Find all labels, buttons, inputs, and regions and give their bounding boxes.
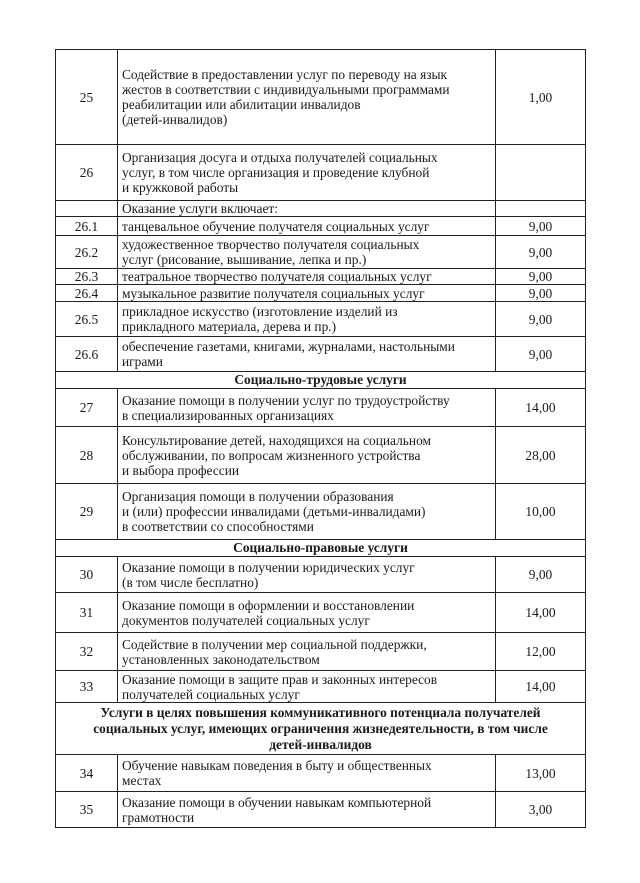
- service-name: [118, 302, 496, 337]
- services-table-body: [56, 50, 586, 828]
- service-name-line: Оказание помощи в обучении навыкам компьютерной: [122, 794, 432, 810]
- section-title: [56, 703, 586, 755]
- row-number: 27: [56, 389, 118, 427]
- service-name-line: Оказание услуги включает:: [122, 201, 278, 216]
- service-name-line: театральное творчество получателя социальных услуг: [122, 269, 432, 284]
- service-name-line: и кружковой работы: [122, 180, 239, 195]
- service-name-line: жестов в соответствии с индивидуальными программами: [122, 82, 450, 97]
- service-name-line: Оказание помощи в оформлении и восстановлении: [122, 597, 415, 613]
- table-row: [56, 236, 586, 269]
- service-value: [496, 201, 586, 217]
- section-title: [56, 540, 586, 557]
- service-name-line: Содействие в предоставлении услуг по переводу на язык: [122, 67, 448, 82]
- service-name-line: и выбора профессии: [122, 462, 240, 478]
- service-value: 9,00: [496, 269, 586, 285]
- service-name-line: и (или) профессии инвалидами (детьми-инвалидами): [122, 504, 426, 519]
- services-table: [55, 49, 586, 828]
- service-value: 9,00: [496, 302, 586, 337]
- section-header-row: [56, 703, 586, 755]
- service-name-line: реабилитации или абилитации инвалидов: [122, 97, 361, 112]
- service-value: 9,00: [496, 236, 586, 269]
- service-value: 9,00: [496, 337, 586, 372]
- table-row: [56, 633, 586, 671]
- service-name-line: прикладное искусство (изготовление изделий из: [122, 304, 398, 319]
- section-title-line: социальных услуг, имеющих ограничения жизнедеятельности, в том числе: [93, 720, 548, 736]
- row-number: 35: [56, 792, 118, 828]
- service-value: 9,00: [496, 285, 586, 302]
- table-row: [56, 484, 586, 540]
- service-name: [118, 50, 496, 145]
- service-name: [118, 236, 496, 269]
- table-row: [56, 201, 586, 217]
- section-title: [56, 372, 586, 389]
- service-name-line: в специализированных организациях: [122, 407, 334, 423]
- service-name-line: художественное творчество получателя социальных: [122, 237, 420, 252]
- service-name-line: (детей-инвалидов): [122, 112, 228, 127]
- service-name-line: танцевальное обучение получателя социальных услуг: [122, 218, 430, 234]
- service-value: 14,00: [496, 389, 586, 427]
- service-name-line: Организация досуга и отдыха получателей социальных: [122, 150, 438, 165]
- section-title-line: Услуги в целях повышения коммуникативного потенциала получателей: [100, 704, 541, 720]
- table-row: [56, 427, 586, 484]
- table-row: [56, 145, 586, 201]
- table-row: [56, 557, 586, 593]
- service-name: [118, 557, 496, 593]
- service-name-line: Оказание помощи в получении юридических услуг: [122, 559, 415, 575]
- row-number: 26.6: [56, 337, 118, 372]
- service-name-line: Организация помощи в получении образования: [122, 489, 394, 504]
- service-name: [118, 201, 496, 217]
- service-name: [118, 337, 496, 372]
- table-row: [56, 50, 586, 145]
- service-name-line: Оказание помощи в получении услуг по трудоустройству: [122, 392, 450, 408]
- row-number: 26: [56, 145, 118, 201]
- row-number: 26.2: [56, 236, 118, 269]
- service-name-line: Оказание помощи в защите прав и законных интересов: [122, 671, 438, 687]
- row-number: 30: [56, 557, 118, 593]
- table-row: [56, 671, 586, 703]
- section-header-row: [56, 540, 586, 557]
- table-row: [56, 389, 586, 427]
- row-number: 26.5: [56, 302, 118, 337]
- service-name-line: Содействие в получении мер социальной поддержки,: [122, 636, 427, 652]
- service-name-line: документов получателей социальных услуг: [122, 612, 370, 628]
- section-header-row: [56, 372, 586, 389]
- row-number: 26.4: [56, 285, 118, 302]
- service-name-line: играми: [122, 354, 163, 369]
- service-value: 1,00: [496, 50, 586, 145]
- row-number: 31: [56, 593, 118, 633]
- service-value: 28,00: [496, 427, 586, 484]
- service-value: 9,00: [496, 557, 586, 593]
- service-name: [118, 484, 496, 540]
- service-name-line: Обучение навыкам поведения в быту и общественных: [122, 758, 432, 773]
- table-row: [56, 285, 586, 302]
- row-number: 29: [56, 484, 118, 540]
- row-number: 32: [56, 633, 118, 671]
- service-name-line: услуг, в том числе организация и проведение клубной: [122, 165, 430, 180]
- service-value: 9,00: [496, 217, 586, 236]
- section-title-line: Социально-трудовые услуги: [234, 372, 407, 387]
- row-number: 33: [56, 671, 118, 703]
- service-value: 14,00: [496, 593, 586, 633]
- service-name-line: (в том числе бесплатно): [122, 574, 259, 590]
- table-row: [56, 593, 586, 633]
- service-name: [118, 427, 496, 484]
- table-row: [56, 217, 586, 236]
- service-value: 3,00: [496, 792, 586, 828]
- service-name: [118, 633, 496, 671]
- service-value: 13,00: [496, 755, 586, 792]
- service-name: [118, 671, 496, 703]
- table-row: [56, 302, 586, 337]
- table-row: [56, 755, 586, 792]
- service-name-line: в соответствии со способностями: [122, 519, 314, 534]
- service-name-line: грамотности: [122, 809, 195, 825]
- service-name-line: музыкальное развитие получателя социальных услуг: [122, 285, 425, 301]
- service-name-line: прикладного материала, дерева и пр.): [122, 319, 337, 334]
- row-number: 25: [56, 50, 118, 145]
- row-number: 34: [56, 755, 118, 792]
- service-name: [118, 792, 496, 828]
- row-number: [56, 201, 118, 217]
- section-title-line: детей-инвалидов: [269, 736, 372, 752]
- service-name: [118, 217, 496, 236]
- service-value: [496, 145, 586, 201]
- service-name: [118, 285, 496, 302]
- service-value: 12,00: [496, 633, 586, 671]
- table-row: [56, 337, 586, 372]
- row-number: 28: [56, 427, 118, 484]
- table-row: [56, 792, 586, 828]
- service-name: [118, 269, 496, 285]
- service-value: 10,00: [496, 484, 586, 540]
- row-number: 26.1: [56, 217, 118, 236]
- service-name-line: местах: [122, 773, 162, 788]
- row-number: 26.3: [56, 269, 118, 285]
- service-name-line: обеспечение газетами, книгами, журналами, настольными: [122, 339, 455, 354]
- service-name: [118, 755, 496, 792]
- service-name-line: установленных законодательством: [122, 651, 320, 667]
- table-row: [56, 269, 586, 285]
- service-value: 14,00: [496, 671, 586, 703]
- service-name-line: получателей социальных услуг: [122, 686, 300, 702]
- section-title-line: Социально-правовые услуги: [233, 540, 408, 555]
- service-name: [118, 389, 496, 427]
- service-name-line: Консультирование детей, находящихся на социальном: [122, 432, 431, 448]
- service-name-line: услуг (рисование, вышивание, лепка и пр.): [122, 252, 367, 267]
- service-name: [118, 593, 496, 633]
- service-name: [118, 145, 496, 201]
- service-name-line: обслуживании, по вопросам жизненного устройства: [122, 447, 421, 463]
